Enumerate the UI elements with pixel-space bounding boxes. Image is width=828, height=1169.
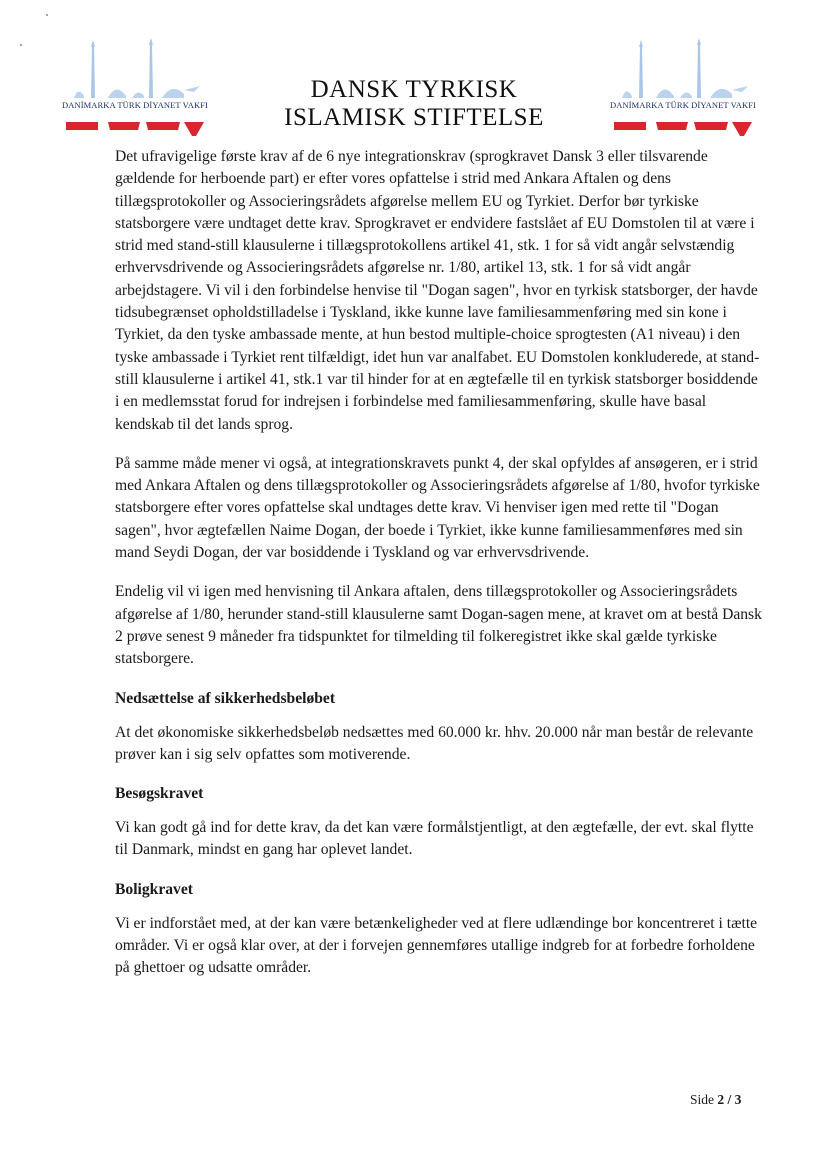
logo-caption: DANİMARKA TÜRK DİYANET VAKFI: [610, 100, 756, 110]
section-heading-boligkravet: Boligkravet: [115, 880, 193, 898]
section-text-besogskravet: Vi kan godt gå ind for dette krav, da det kan være formålstjentligt, at den ægtefælle, der evt. skal flytte til Danmark, mindst en gang har oplevet landet.: [115, 819, 754, 859]
logo-right: [608, 38, 758, 138]
scan-speck: [46, 14, 48, 16]
paragraph-dansk2: Endelig vil vi igen med henvisning til Ankara aftalen, dens tillægsprotokoller og Associeringsrådets afgørelse af 1/80, herunder stand-still klausulerne samt Dogan-sagen mene, at kravet om at bestå Dansk 2 prøve senest 9 måneder fra tidspunktet for tilmelding til folkeregistret ikke skal gælde tyrkiske statsborgere.: [115, 583, 762, 668]
organization-title-line2: ISLAMISK STIFTELSE: [284, 104, 544, 131]
mosque-logo-icon: [608, 38, 758, 138]
page-number-prefix: Side: [690, 1092, 715, 1107]
organization-title-line1: DANSK TYRKISK: [310, 76, 518, 103]
section-heading-besogskravet: Besøgskravet: [115, 785, 204, 803]
paragraph-sprogkrav: Det ufravigelige første krav af de 6 nye integrationskrav (sprogkravet Dansk 3 eller tilsvarende gældende for herboende part) er efter vores opfattelse i strid med Ankara Aftalen og dens tillægsprotokoller og Associeringsrådets afgørelse mellem EU og Tyrkiet. Derfor bør tyrkiske statsborgere være undtaget dette krav. Sprogkravet er endvidere fastslået af EU Domstolen til at være i strid med stand-still klausulerne i tillægsprotokollens artikel 41, stk. 1 for så vidt angår selvstændig erhvervsdrivende og Associeringsrådets afgørelse nr. 1/80, artikel 13, stk. 1 for så vidt angår arbejdstagere. Vi vil i den forbindelse henvise til "Dogan sagen", hvor en tyrkisk statsborger, der havde tidsubegrænset opholdstilladelse i Tyskland, ikke kunne lave familiesammenføring med sin kone i Tyrkiet, da den tyske ambassade mente, at hun bestod multiple-choice sprogtesten (A1 niveau) i den tyske ambassade i Tyrkiet rent tilfældigt, idet hun var analfabet. EU Domstolen konkluderede, at stand-still klausulerne i artikel 41, stk.1 var til hinder for at en ægtefælle til en tyrkisk statsborger bosiddende i en medlemsstat forud for indrejsen i forbindelse med familiesammenføring, skulle have basal kendskab til det lands sprog.: [115, 148, 760, 433]
logo-caption: DANİMARKA TÜRK DİYANET VAKFI: [62, 100, 208, 110]
scan-speck: [20, 44, 22, 46]
section-heading-sikkerhedsbelob: Nedsættelse af sikkerhedsbeløbet: [115, 689, 336, 707]
section-text-sikkerhedsbelob: At det økonomiske sikkerhedsbeløb nedsættes med 60.000 kr. hhv. 20.000 når man består de relevante prøver kan i sig selv opfattes som motiverende.: [115, 723, 754, 763]
letter-body: [115, 146, 763, 997]
page-number-value: 2 / 3: [717, 1092, 742, 1107]
page-number: [690, 1092, 770, 1108]
paragraph-integrationskrav: På samme måde mener vi også, at integrationskravets punkt 4, der skal opfyldes af ansøgeren, er i strid med Ankara Aftalen og dens tillægsprotokoller og Associeringsrådets afgørelse af 1/80, hvofor tyrkiske statsborgere efter vores opfattelse skal undtages dette krav. Vi henviser igen med rette til "Dogan sagen", hvor ægtefællen Naime Dogan, der boede i Tyrkiet, ikke kunne familiesammenføres med sin mand Seydi Dogan, der var bosiddende i Tyskland og var erhvervsdrivende.: [115, 454, 760, 562]
section-text-boligkravet: Vi er indforstået med, at der kan være betænkeligheder ved at flere udlændinge bor koncentreret i tætte områder. Vi er også klar over, at der i forvejen gennemføres utallige indgreb for at forbedre forholdene på ghettoer og udsatte områder.: [115, 914, 758, 977]
